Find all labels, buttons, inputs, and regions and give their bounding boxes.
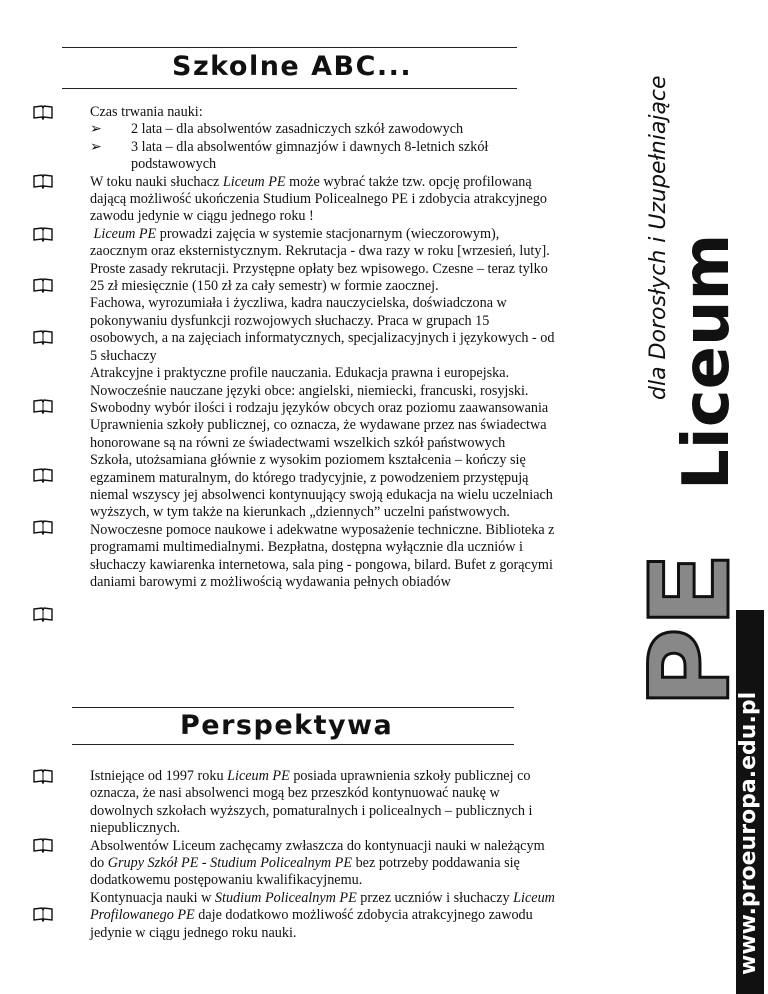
title-underline [62,88,517,89]
website-url: www.proeuropa.edu.pl [736,691,761,975]
paragraph: Nowoczesne pomoce naukowe i adekwatne wyposażenie techniczne. Biblioteka z programami multimedialnymi. Bezpłatna, dostępna wyłącznie dla uczniów i słuchaczy kawiarenka internetowa, sala ping - pongowa, bilard. Bufet z gorącymi daniami barowymi z możliwością wydawania pełnych obiadów [90,521,555,590]
open-book-icon [33,837,53,853]
list-item: ➢ 3 lata – dla absolwentów gimnazjów i dawnych 8-letnich szkół podstawowych [90,138,489,173]
paragraph: Szkoła, utożsamiana głównie z wysokim poziomem kształcenia – kończy się egzaminem maturalnym, do którego tradycyjnie, z powodzeniem przystępują niemal wszyscy jej absolwenci kontynuujący swoją edukacja na wielu uczelniach wyższych, w tym także na kierunkach „dziennych” uczelni państwowych. [90,452,553,521]
arrow-bullet-icon: ➢ [90,138,102,155]
paragraph: W toku nauki słuchacz Liceum PE może wybrać także tzw. opcję profilowaną dającą możliwość ukończenia Studium Policealnego PE i zdobycia atrakcyjnego zawodu jedynie w ciągu jednego roku ! [90,173,548,225]
logo-pe: PE [626,552,754,708]
section1-body [90,104,560,591]
paragraph: Atrakcyjne i praktyczne profile nauczania. Edukacja prawna i europejska. Nowocześnie nauczane języki obce: angielski, niemiecki, francuski, rosyjski. Swobodny wybór ilości i rodzaju języków obcych oraz poziomu zaawansowania [90,365,549,416]
paragraph: Fachowa, wyrozumiała i życzliwa, kadra nauczycielska, doświadczona w pokonywaniu dysfunkcji rozwojowych słuchaczy. Praca w grupach 15 osobowych, a na zajęciach informatycznych, specjalizacyjnych i językowych - od 5 słuchaczy [90,295,555,364]
top-rule [62,47,517,48]
open-book-icon [33,467,53,483]
section2-top-rule [72,707,514,708]
arrow-bullet-icon: ➢ [90,121,102,138]
open-book-icon [33,768,53,784]
paragraph: Kontynuacja nauki w Studium Policealnym PE przez uczniów i słuchaczy Liceum Profilowanego PE daje dodatkowo możliwość zdobycia atrakcyjnego zawodu jedynie w ciągu jednego roku nauki. [90,889,555,941]
duration-label: Czas trwania nauki: [90,104,203,120]
open-book-icon [33,277,53,293]
section-title-szkolne: Szkolne ABC... [172,51,413,82]
open-book-icon [33,606,53,622]
logo-liceum: Liceum [670,233,744,490]
paragraph: Liceum PE prowadzi zajęcia w systemie stacjonarnym (wieczorowym), zaocznym oraz eksternistycznym. Rekrutacja - dwa razy w roku [wrzesień, luty]. [90,225,550,260]
list-item: ➢ 2 lata – dla absolwentów zasadniczych szkół zawodowych [90,121,464,138]
section2-body [90,768,560,942]
paragraph: Proste zasady rekrutacji. Przystępne opłaty bez wpisowego. Czesne – teraz tylko 25 zł miesięcznie (150 zł za cały semestr) w formie zaocznej. [90,260,548,295]
open-book-icon [33,398,53,414]
section2-underline [72,744,514,745]
open-book-icon [33,906,53,922]
paragraph: Uprawnienia szkoły publicznej, co oznacza, że wydawane przez nas świadectwa honorowane są na równi ze świadectwami wszelkich szkół państwowych [90,417,547,451]
paragraph: Absolwentów Liceum zachęcamy zwłaszcza do kontynuacji nauki w należącym do Grupy Szkół PE - Studium Policealnym PE bez potrzeby poddawania się dodatkowemu postępowaniu kwalifikacyjnemu. [90,837,545,889]
open-book-icon [33,104,53,120]
logo-subtitle: dla Dorosłych i Uzupełniające [646,75,671,400]
section-title-perspektywa: Perspektywa [180,710,394,741]
paragraph: Istniejące od 1997 roku Liceum PE posiada uprawnienia szkoły publicznej co oznacza, że nasi absolwenci mogą bez przeszkód kontynuować naukę w dowolnych szkołach wyższych, pomaturalnych i policealnych – publicznych i niepublicznych. [90,768,533,837]
open-book-icon [33,226,53,242]
open-book-icon [33,329,53,345]
open-book-icon [33,519,53,535]
open-book-icon [33,173,53,189]
liceum-pe-logo [608,0,768,994]
